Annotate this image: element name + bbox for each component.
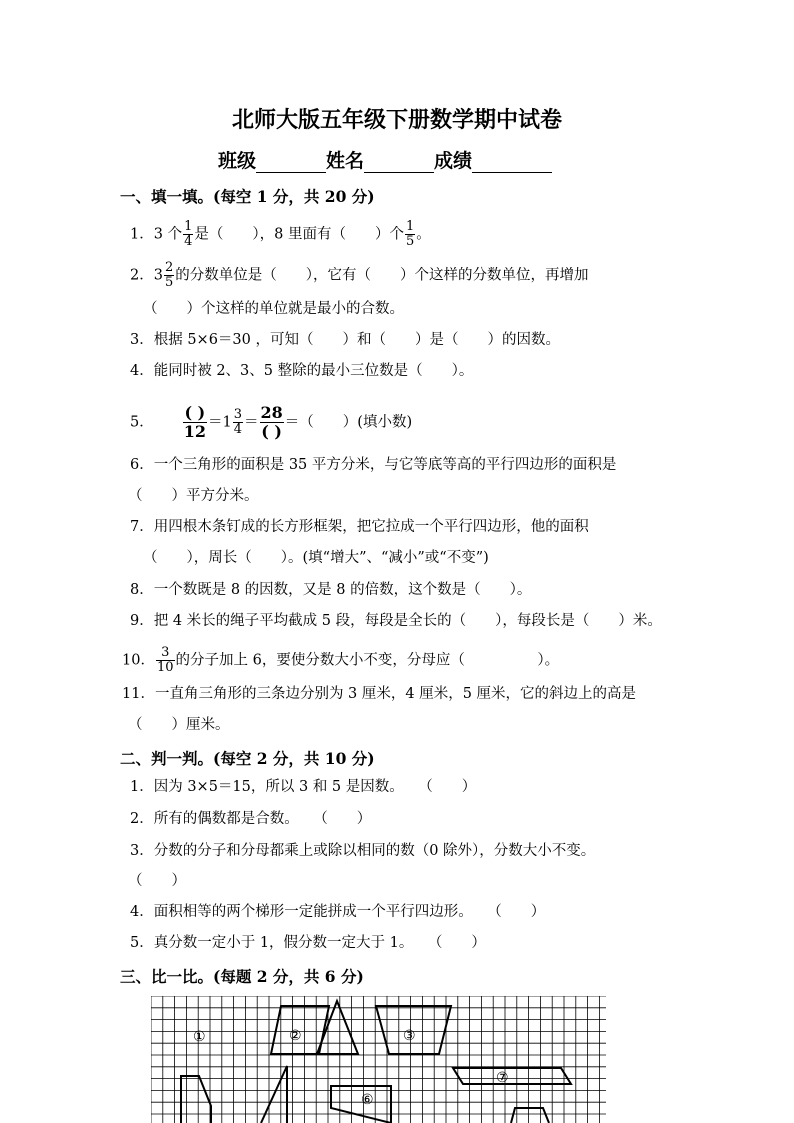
- question-1-3: 3．根据 5×6＝30 ，可知（ ）和（ ）是（ ）的因数。: [130, 332, 560, 348]
- question-1-11-cont: （ ）厘米。: [128, 717, 230, 733]
- question-2-5: 5．真分数一定小于 1，假分数一定大于 1。 （ ）: [130, 935, 486, 951]
- name-label: 姓名: [326, 150, 365, 172]
- fraction: $\frac{2}{5}$: [164, 260, 174, 290]
- question-1-8: 8．一个数既是 8 的因数，又是 8 的倍数，这个数是（ ）。: [130, 582, 532, 598]
- question-2-3-cont: （ ）: [128, 873, 186, 889]
- question-2-4: 4．面积相等的两个梯形一定能拼成一个平行四边形。 （ ）: [130, 904, 546, 920]
- question-1-2-cont: （ ）个这样的单位就是最小的合数。: [143, 301, 404, 317]
- class-blank: [256, 154, 326, 173]
- fraction: $\frac{28}{( )}$: [260, 403, 283, 441]
- section-3-heading: 三、比一比。(每题 2 分，共 6 分): [120, 967, 364, 986]
- student-info-line: [218, 146, 552, 173]
- section-1-heading: 一、填一填。(每空 1 分，共 20 分): [120, 187, 375, 206]
- fraction: $\frac{1}{5}$: [405, 219, 415, 249]
- figure-label-7: ⑦: [496, 1070, 509, 1086]
- question-1-6-cont: （ ）平方分米。: [128, 488, 259, 504]
- question-1-7: 7．用四根木条钉成的长方形框架，把它拉成一个平行四边形，他的面积: [130, 519, 589, 535]
- question-1-5: 5． $\frac{( )}{12}$ ＝1 $\frac{3}{4}$ ＝ $\frac{28}{( )}$ ＝（ ）(填小数): [130, 403, 413, 441]
- score-label: 成绩: [434, 150, 473, 172]
- question-1-11: 11．一直角三角形的三条边分别为 3 厘米，4 厘米，5 厘米，它的斜边上的高是: [122, 686, 637, 702]
- figure-label-3: ③: [403, 1028, 416, 1044]
- figure-label-6: ⑥: [361, 1092, 374, 1108]
- name-blank: [364, 154, 434, 173]
- parallelogram-figure-7: [453, 1068, 571, 1084]
- question-2-2: 2．所有的偶数都是合数。 （ ）: [130, 811, 372, 827]
- section-2-heading: 二、判一判。(每空 2 分，共 10 分): [120, 749, 375, 768]
- question-2-1: 1．因为 3×5＝15，所以 3 和 5 是因数。 （ ）: [130, 779, 477, 795]
- question-1-7-cont: （ ），周长（ ）。(填“增大”、“减小”或“不变”): [143, 550, 489, 566]
- question-1-10: 10． $\frac{3}{10}$ 的分子加上 6，要使分数大小不变，分母应（ ）。: [122, 645, 560, 675]
- question-1-2: 2．3 $\frac{2}{5}$ 的分数单位是（ ），它有（ ）个这样的分数单位，再增加: [130, 260, 589, 290]
- triangle-figure-5: [261, 1066, 287, 1123]
- score-blank: [472, 154, 552, 173]
- page-title: 北师大版五年级下册数学期中试卷: [231, 107, 562, 133]
- fraction: $\frac{( )}{12}$: [183, 403, 206, 441]
- fraction: $\frac{1}{4}$: [184, 219, 193, 249]
- question-1-6: 6．一个三角形的面积是 35 平方分米，与它等底等高的平行四边形的面积是: [130, 457, 617, 473]
- question-1-9: 9．把 4 米长的绳子平均截成 5 段，每段是全长的（ ），每段长是（ ）米。: [130, 613, 662, 629]
- question-1-1: 1．3 个 $\frac{1}{4}$ 是（ ），8 里面有（ ）个 $\frac{1}{5}$ 。: [130, 219, 431, 249]
- trapezoid-figure-4: [181, 1076, 211, 1123]
- figure-label-2: ②: [289, 1028, 302, 1044]
- question-2-3: 3．分数的分子和分母都乘上或除以相同的数（0 除外），分数大小不变。: [130, 843, 596, 859]
- class-label: 班级: [218, 150, 257, 172]
- fraction: $\frac{3}{4}$: [233, 407, 243, 437]
- figure-label-1: ①: [193, 1029, 206, 1045]
- fraction: $\frac{3}{10}$: [156, 645, 174, 675]
- question-1-4: 4．能同时被 2、3、5 整除的最小三位数是（ ）。: [130, 363, 474, 379]
- grid-figures: [151, 996, 606, 1123]
